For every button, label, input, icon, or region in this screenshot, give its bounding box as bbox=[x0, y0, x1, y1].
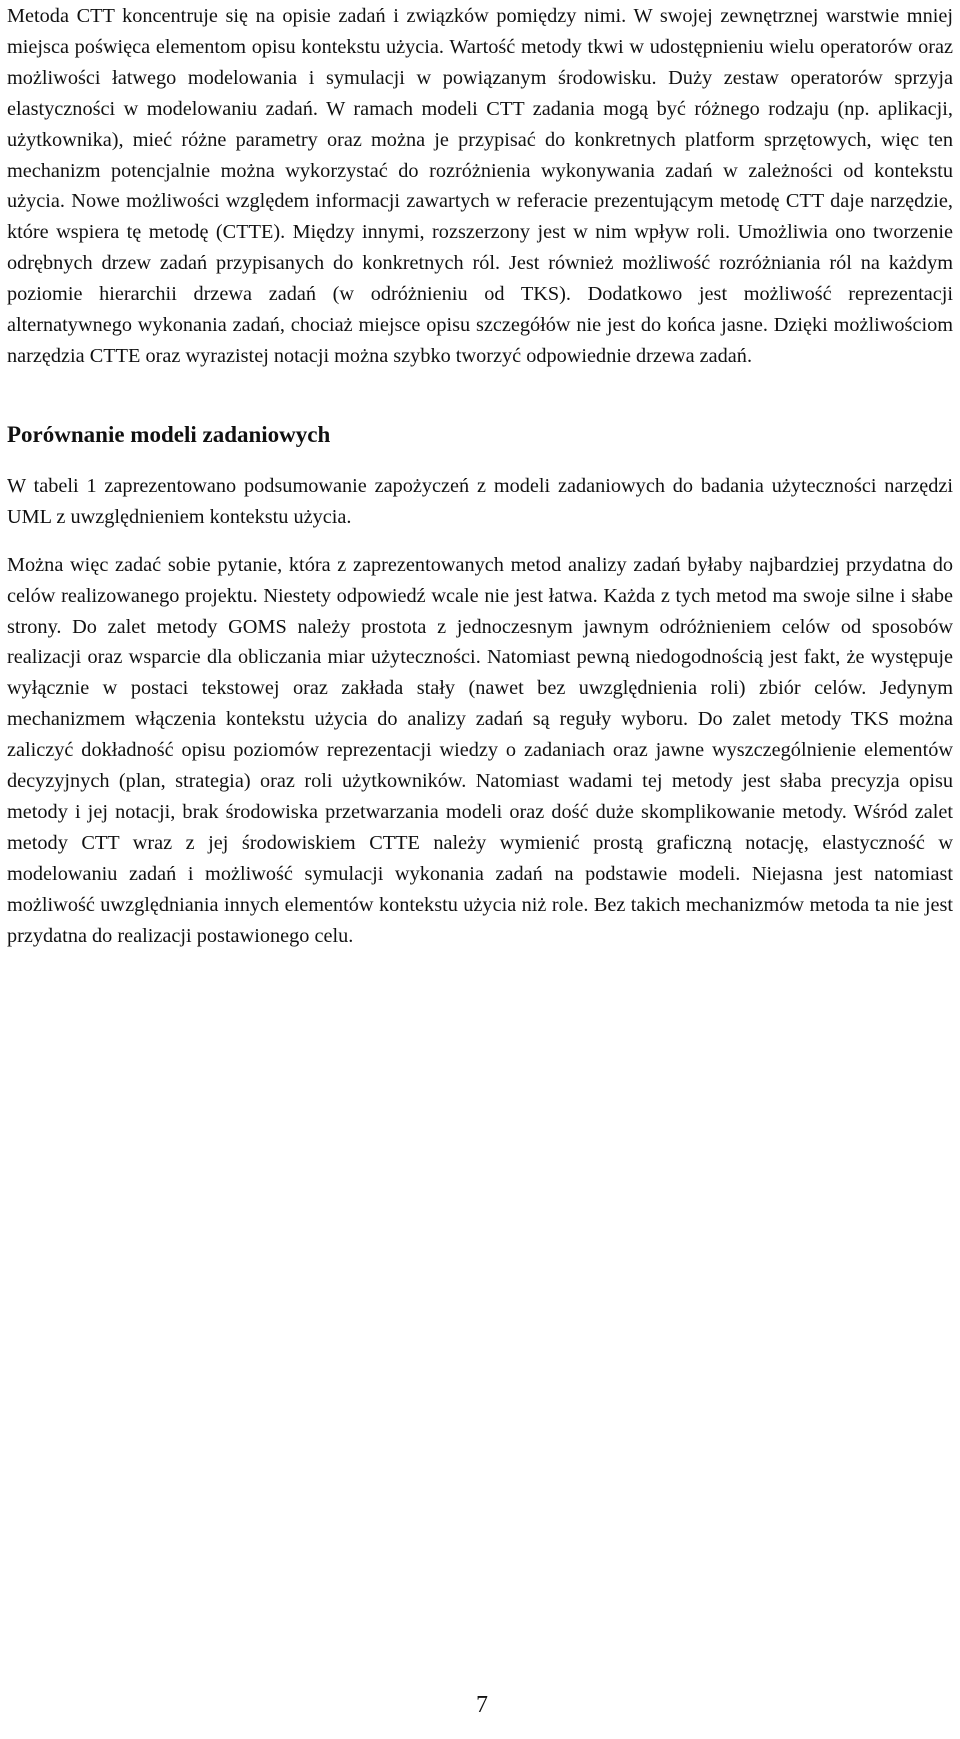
paragraph-ctt-method: Metoda CTT koncentruje się na opisie zadań i związków pomiędzy nimi. W swojej zewnętrznej warstwie mniej miejsca poświęca elementom opisu kontekstu użycia. Wartość metody tkwi w udostępnieniu wielu operatorów oraz możliwości łatwego modelowania i symulacji w powiązanym środowisku. Duży zestaw operatorów sprzyja elastyczności w modelowaniu zadań. W ramach modeli CTT zadania mogą być różnego rodzaju (np. aplikacji, użytkownika), mieć różne parametry oraz można je przypisać do konkretnych platform sprzętowych, więc ten mechanizm potencjalnie można wykorzystać do rozróżnienia wykonywania zadań w zależności od kontekstu użycia. Nowe możliwości względem informacji zawartych w referacie prezentującym metodę CTT daje narzędzie, które wspiera tę metodę (CTTE). Między innymi, rozszerzony jest w nim wpływ roli. Umożliwia ono tworzenie odrębnych drzew zadań przypisanych do konkretnych ról. Jest również możliwość rozróżniania ról na każdym poziomie hierarchii drzewa zadań (w odróżnieniu od TKS). Dodatkowo jest możliwość reprezentacji alternatywnego wykonania zadań, chociaż miejsce opisu szczegółów nie jest do końca jasne. Dzięki możliwościom narzędzia CTTE oraz wyrazistej notacji można szybko tworzyć odpowiednie drzewa zadań. bbox=[7, 5, 953, 367]
paragraph-spacer bbox=[7, 533, 953, 550]
page-number: 7 bbox=[476, 1692, 488, 1718]
paragraph-method-comparison: Można więc zadać sobie pytanie, która z zaprezentowanych metod analizy zadań byłaby najbardziej przydatna do celów realizowanego projektu. Niestety odpowiedź wcale nie jest łatwa. Każda z tych metod ma swoje silne i słabe strony. Do zalet metody GOMS należy prostota z jednoczesnym jawnym odróżnieniem celów od sposobów realizacji oraz wsparcie dla obliczania miar użyteczności. Natomiast pewną niedogodnością jest fakt, że występuje wyłącznie w postaci tekstowej oraz zakłada stały (nawet bez uwzględnienia roli) zbiór celów. Jedynym mechanizmem włączenia kontekstu użycia do analizy zadań są reguły wyboru. Do zalet metody TKS można zaliczyć dokładność opisu poziomów reprezentacji wiedzy o zadaniach oraz jawne wyszczególnienie elementów decyzyjnych (plan, strategia) oraz roli użytkowników. Natomiast wadami tej metody jest słaba precyzja opisu metody i jej notacji, brak środowiska przetwarzania modeli oraz dość duże skomplikowanie metody. Wśród zalet metody CTT wraz z jej środowiskiem CTTE należy wymienić prostą graficzną notację, elastyczność w modelowaniu zadań i możliwość symulacji wykonania zadań na podstawie modeli. Niejasna jest natomiast możliwość uwzględniania innych elementów kontekstu użycia niż role. Bez takich mechanizmów metoda ta nie jest przydatna do realizacji postawionego celu. bbox=[7, 553, 953, 947]
document-page bbox=[7, 0, 953, 951]
section-heading: Porównanie modeli zadaniowych bbox=[7, 421, 331, 447]
paragraph-table-summary: W tabeli 1 zaprezentowano podsumowanie zapożyczeń z modeli zadaniowych do badania użyteczności narzędzi UML z uwzględnieniem kontekstu użycia. bbox=[7, 474, 953, 528]
